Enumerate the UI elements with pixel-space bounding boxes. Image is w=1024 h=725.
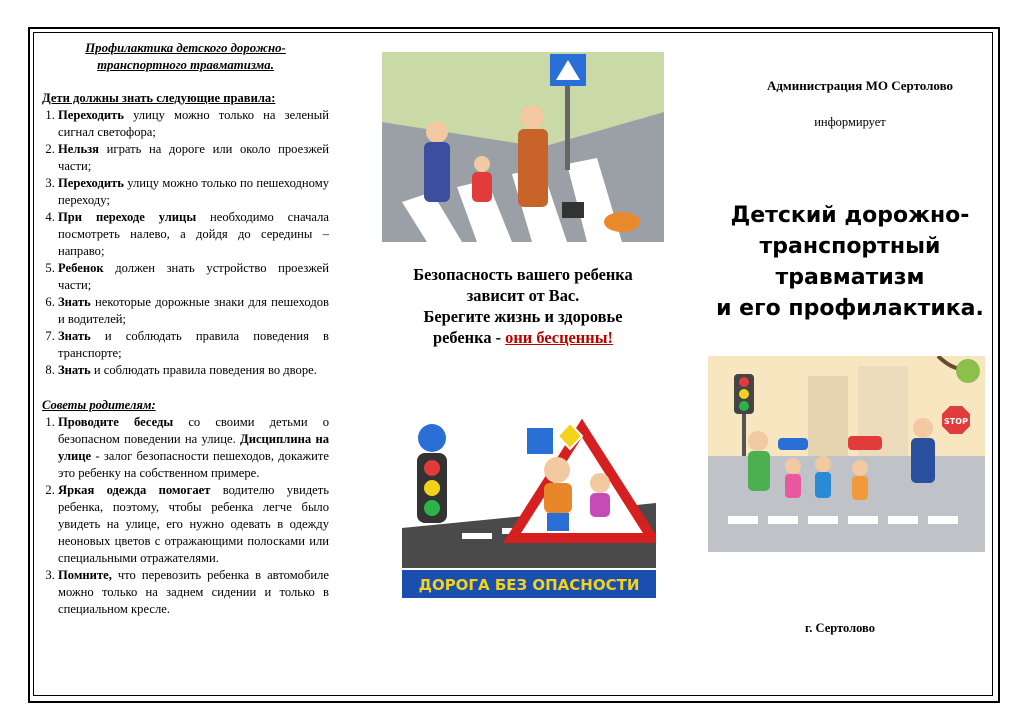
- title-line: Детский дорожно-: [730, 203, 970, 228]
- emphasis-text: они бесценны!: [505, 328, 613, 347]
- pedestrian-family-illustration: [382, 52, 664, 242]
- message-line: Берегите жизнь и здоровье: [423, 307, 623, 326]
- rules-list: [42, 107, 329, 379]
- message-line: Безопасность вашего ребенка: [413, 265, 633, 284]
- list-item: 7. Знать и соблюдать правила поведения в транспорте;: [58, 328, 329, 362]
- list-item: 3. Помните, что перевозить ребенка в автомобиле можно только на заднем сидении и только в специальном кресле.: [58, 567, 329, 618]
- list-item: 2. Яркая одежда помогает водителю увидеть ребенка, поэтому, чтобы ребенка легче было увидеть на улице, его нужно одевать в одежду неоновых цветов с отражающими полосками или специальными отражателями.: [58, 482, 329, 567]
- list-item: 5. Ребенок должен знать устройство проезжей части;: [58, 260, 329, 294]
- list-item: 8. Знать и соблюдать правила поведения во дворе.: [58, 362, 329, 379]
- rules-heading: Дети должны знать следующие правила:: [42, 91, 276, 105]
- city-label: г. Сертолово: [805, 621, 875, 635]
- list-item: 6. Знать некоторые дорожные знаки для пешеходов и водителей;: [58, 294, 329, 328]
- message-line: ребенка - они бесценны!: [433, 328, 613, 347]
- banner-text: ДОРОГА БЕЗ ОПАСНОСТИ: [418, 576, 640, 594]
- brochure-title: [705, 200, 995, 324]
- list-item: 1. Проводите беседы со своими детьми о безопасном поведении на улице. Дисциплина на улице - залог безопасности пешеходов, докажите это ребенку на собственном примере.: [58, 414, 329, 482]
- list-item: 3. Переходить улицу можно только по пешеходному переходу;: [58, 175, 329, 209]
- list-item: 1. Переходить улицу можно только на зеленый сигнал светофора;: [58, 107, 329, 141]
- title-line: и его профилактика.: [716, 296, 984, 321]
- list-item: 2. Нельзя играть на дороге или около проезжей части;: [58, 141, 329, 175]
- message-line: зависит от Вас.: [466, 286, 580, 305]
- inform-label: информирует: [814, 115, 886, 129]
- admin-label: Администрация МО Сертолово: [766, 78, 954, 93]
- children-crossing-illustration: [708, 356, 985, 552]
- stop-sign-text: STOP: [944, 417, 968, 426]
- advice-list: [42, 414, 329, 618]
- title-line: транспортный: [759, 234, 941, 259]
- list-item: 4. При переходе улицы необходимо сначала посмотреть налево, а дойдя до середины – направо;: [58, 209, 329, 260]
- left-column: [42, 40, 329, 618]
- safety-message: [382, 264, 664, 348]
- advice-heading: Советы родителям:: [42, 398, 156, 412]
- road-safety-poster: [402, 408, 656, 598]
- title-line: травматизм: [775, 265, 925, 290]
- left-title: Профилактика детского дорожно-транспортного травматизма.: [85, 41, 286, 72]
